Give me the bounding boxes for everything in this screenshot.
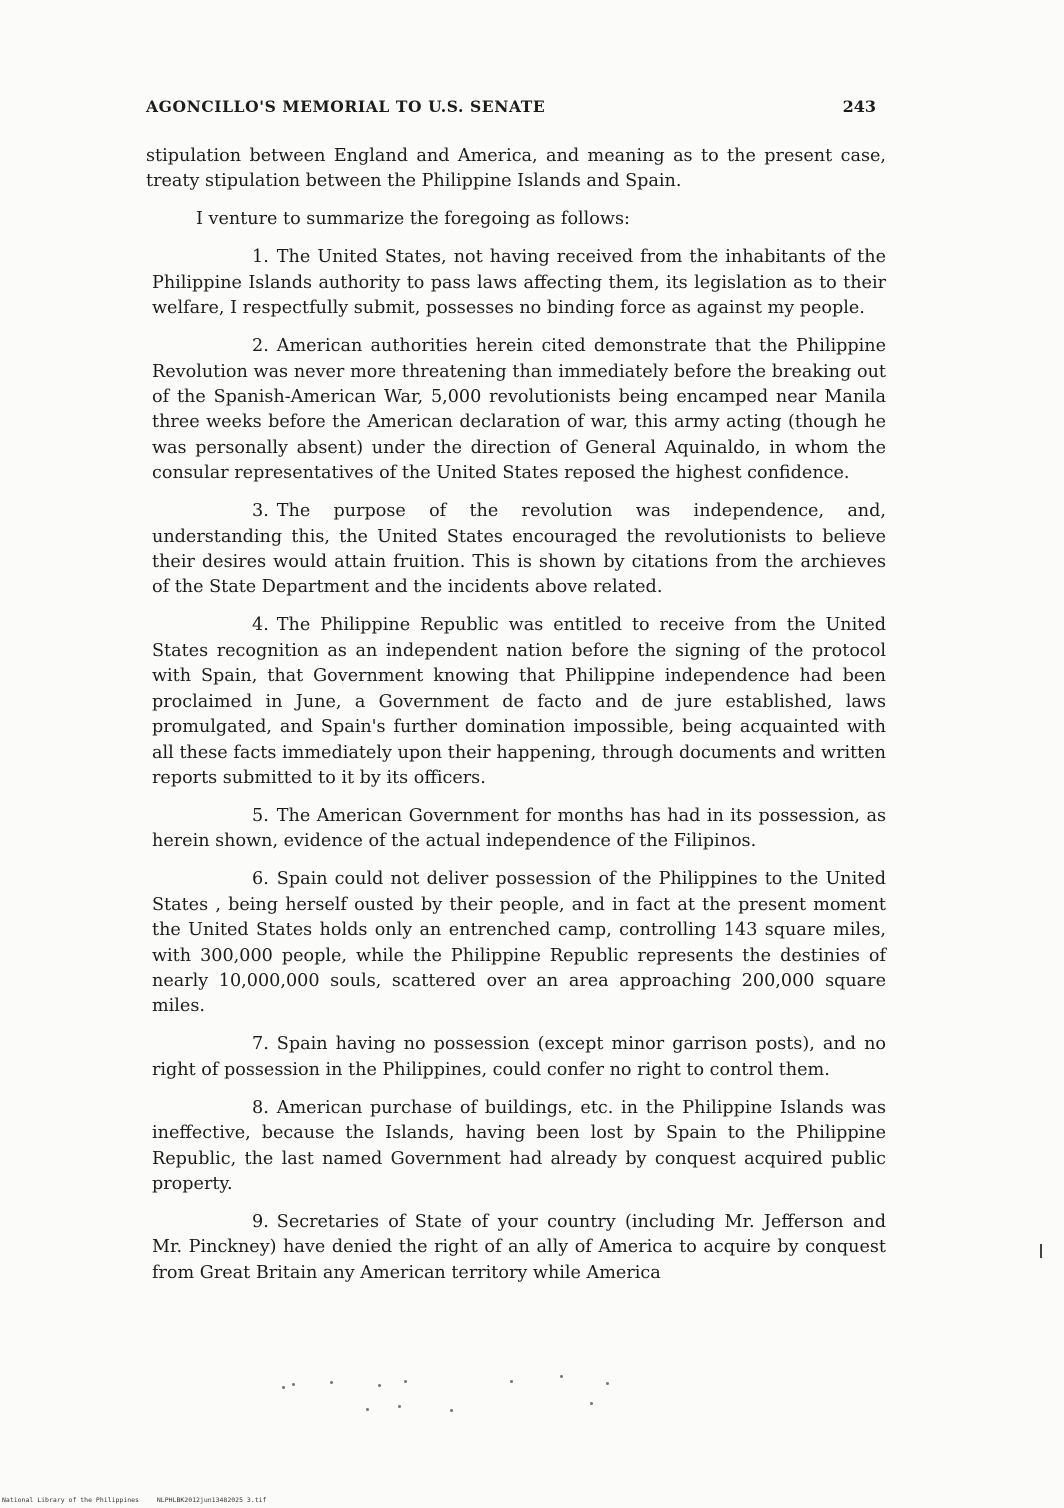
item-number: 5. bbox=[252, 805, 269, 826]
item-number: 9. bbox=[252, 1211, 269, 1232]
item-text: The American Government for months has had in its possession, as herein shown, evidence of the actual independence of the Filipinos. bbox=[152, 805, 886, 852]
item-number: 3. bbox=[252, 501, 269, 522]
scan-footer bbox=[2, 1496, 280, 1504]
item-number: 6. bbox=[252, 869, 269, 890]
item-number: 1. bbox=[252, 247, 269, 268]
page-number: 243 bbox=[842, 97, 876, 116]
intro-paragraph: I venture to summarize the foregoing as follows: bbox=[196, 209, 630, 230]
item-text: American purchase of buildings, etc. in the Philippine Islands was ineffective, because the Islands, having been lost by Spain to the Philippine Republic, the last named Government had already by conquest acquired public property. bbox=[152, 1097, 886, 1194]
summary-item-6 bbox=[146, 867, 886, 1019]
item-text: Secretaries of State of your country (including Mr. Jefferson and Mr. Pinckney) have denied the right of an ally of America to acquire by conquest from Great Britain any American territory while America bbox=[152, 1211, 886, 1283]
summary-item-2 bbox=[146, 334, 886, 486]
item-text: Spain having no possession (except minor garrison posts), and no right of possession in the Philippines, could confer no right to control them. bbox=[152, 1034, 886, 1080]
summary-item-4 bbox=[146, 613, 886, 791]
item-text: Spain could not deliver possession of the Philippines to the United States , being herself ousted by their people, and in fact at the present moment the United States holds only an entrenched camp, controlling 143 square miles, with 300,000 people, while the Philippine Republic represents the destinies of nearly 10,000,000 souls, scattered over an area approaching 200,000 square miles. bbox=[152, 869, 886, 1017]
item-text: The purpose of the revolution was independence, and, understanding this, the United States encouraged the revolutionists to believe their desires would attain fruition. This is shown by citations from the archieves of the State Department and the incidents above related. bbox=[152, 501, 886, 598]
body-text bbox=[146, 144, 886, 1299]
item-number: 7. bbox=[252, 1034, 269, 1055]
continuation-paragraph: stipulation between England and America, and meaning as to the present case, treaty stipulation between the Philippine Islands and Spain. bbox=[146, 146, 886, 192]
running-head bbox=[146, 97, 876, 127]
summary-item-5 bbox=[146, 804, 886, 855]
summary-item-8 bbox=[146, 1096, 886, 1198]
summary-item-7 bbox=[146, 1032, 886, 1083]
item-text: The Philippine Republic was entitled to receive from the United States recognition as an independent nation before the signing of the protocol with Spain, that Government knowing that Philippine independence had been proclaimed in June, a Government de facto and de jure established, laws promulgated, and Spain's further domination impossible, being acquainted with all these facts immediately upon their happening, through documents and written reports submitted to it by its officers. bbox=[152, 615, 886, 788]
margin-mark bbox=[1040, 1244, 1042, 1258]
item-text: American authorities herein cited demonstrate that the Philippine Revolution was never more threatening than immediately before the breaking out of the Spanish-American War, 5,000 revolutionists being encamped near Manila three weeks before the American declaration of war, this army acting (though he was personally absent) under the direction of General Aquinaldo, in whom the consular representatives of the United States reposed the highest confidence. bbox=[152, 336, 886, 484]
footer-library: National Library of the Philippines bbox=[2, 1496, 139, 1504]
scan-specks bbox=[270, 1372, 670, 1422]
item-text: The United States, not having received from the inhabitants of the Philippine Islands authority to pass laws affecting them, its legislation as to their welfare, I respectfully submit, possesses no binding force as against my people. bbox=[152, 247, 886, 319]
item-number: 2. bbox=[252, 336, 269, 357]
footer-file-id: NLPHLBK2012jun13482025 3.tif bbox=[156, 1496, 267, 1504]
running-title: AGONCILLO'S MEMORIAL TO U.S. SENATE bbox=[146, 97, 546, 116]
summary-item-9 bbox=[146, 1210, 886, 1286]
item-number: 8. bbox=[252, 1097, 269, 1118]
item-number: 4. bbox=[252, 615, 269, 636]
summary-item-1 bbox=[146, 245, 886, 321]
summary-item-3 bbox=[146, 499, 886, 601]
